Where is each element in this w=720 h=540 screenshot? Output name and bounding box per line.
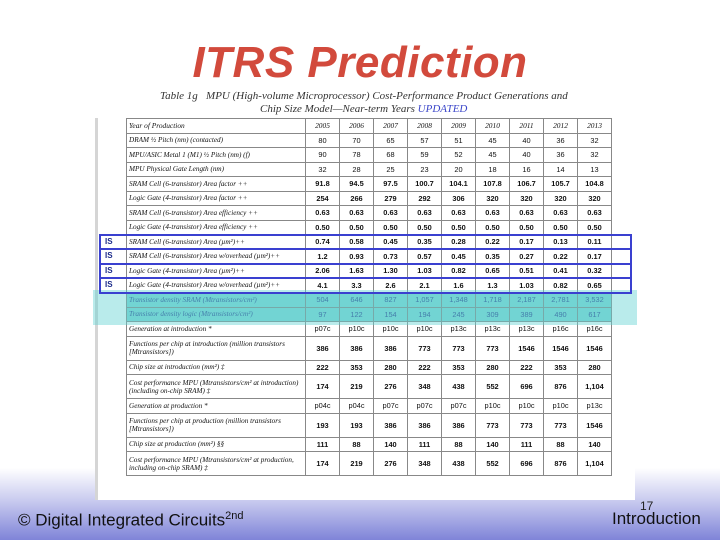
slide-title: ITRS Prediction	[192, 38, 528, 87]
row-value-cell: 1.03	[510, 278, 544, 293]
table-header-row	[127, 119, 612, 134]
row-label-cell: SRAM Cell (6-transistor) Area w/overhead (µm²)++	[127, 249, 306, 264]
row-value-cell: 52	[442, 148, 476, 163]
row-value-cell: 0.93	[340, 249, 374, 264]
row-value-cell: 0.50	[476, 220, 510, 235]
header-year-cell: 2006	[340, 119, 374, 134]
row-value-cell: 0.22	[476, 235, 510, 250]
row-value-cell: 254	[306, 191, 340, 206]
row-value-cell: 45	[476, 133, 510, 148]
row-value-cell: 222	[510, 360, 544, 375]
row-value-cell: 111	[510, 437, 544, 452]
row-value-cell: 0.63	[510, 206, 544, 221]
row-value-cell: 57	[408, 133, 442, 148]
row-value-cell: 32	[578, 148, 612, 163]
row-value-cell: 0.73	[374, 249, 408, 264]
table-row	[127, 278, 612, 293]
row-value-cell: 386	[374, 336, 408, 360]
table-row	[127, 235, 612, 250]
row-value-cell: 14	[544, 162, 578, 177]
row-value-cell: 320	[476, 191, 510, 206]
table-row	[127, 375, 612, 399]
row-value-cell: p07c	[374, 399, 408, 414]
row-value-cell: p10c	[340, 322, 374, 337]
row-value-cell: 0.82	[442, 264, 476, 279]
row-value-cell: 1546	[578, 413, 612, 437]
row-value-cell: 320	[544, 191, 578, 206]
row-value-cell: 40	[510, 133, 544, 148]
row-value-cell: 0.65	[476, 264, 510, 279]
row-value-cell: 0.63	[340, 206, 374, 221]
row-value-cell: 1546	[510, 336, 544, 360]
row-value-cell: 0.63	[544, 206, 578, 221]
row-value-cell: 0.28	[442, 235, 476, 250]
table-row	[127, 191, 612, 206]
row-value-cell: 0.65	[578, 278, 612, 293]
row-label-cell: MPU/ASIC Metal 1 (M1) ½ Pitch (nm) (f)	[127, 148, 306, 163]
row-value-cell: 552	[476, 375, 510, 399]
row-label-cell: Generation at introduction *	[127, 322, 306, 337]
row-label-cell: Cost performance MPU (Mtransistors/cm² at production, including on-chip SRAM) ‡	[127, 452, 306, 476]
row-value-cell: 0.63	[476, 206, 510, 221]
row-value-cell: 122	[340, 307, 374, 322]
row-value-cell: 2.1	[408, 278, 442, 293]
row-value-cell: 696	[510, 375, 544, 399]
row-value-cell: 88	[544, 437, 578, 452]
table-row	[127, 452, 612, 476]
row-value-cell: 389	[510, 307, 544, 322]
row-value-cell: 0.50	[442, 220, 476, 235]
row-value-cell: 140	[374, 437, 408, 452]
row-label-cell: Cost performance MPU (Mtransistors/cm² at introduction) (including on-chip SRAM) ‡	[127, 375, 306, 399]
row-value-cell: 32	[306, 162, 340, 177]
row-value-cell: 222	[306, 360, 340, 375]
row-value-cell: 0.11	[578, 235, 612, 250]
row-value-cell: 219	[340, 452, 374, 476]
row-value-cell: 40	[510, 148, 544, 163]
row-value-cell: 696	[510, 452, 544, 476]
row-label-cell: Chip size at production (mm²) §§	[127, 437, 306, 452]
row-value-cell: 280	[374, 360, 408, 375]
row-value-cell: 0.50	[340, 220, 374, 235]
table-row	[127, 336, 612, 360]
row-label-cell: Logic Gate (4-transistor) Area w/overhead (µm²)++	[127, 278, 306, 293]
row-label-cell: SRAM Cell (6-transistor) Area (µm²)++	[127, 235, 306, 250]
row-value-cell: 36	[544, 133, 578, 148]
row-label-cell: SRAM Cell (6-transistor) Area efficiency ++	[127, 206, 306, 221]
row-value-cell: 490	[544, 307, 578, 322]
table-row	[127, 360, 612, 375]
row-value-cell: 0.35	[408, 235, 442, 250]
itrs-table	[126, 118, 612, 476]
is-tag: IS	[105, 280, 113, 289]
row-label-cell: Chip size at introduction (mm²) ‡	[127, 360, 306, 375]
row-value-cell: 1,718	[476, 293, 510, 308]
row-value-cell: 292	[408, 191, 442, 206]
row-label-cell: Generation at production *	[127, 399, 306, 414]
row-value-cell: 0.50	[306, 220, 340, 235]
row-value-cell: 97.5	[374, 177, 408, 192]
row-value-cell: 386	[442, 413, 476, 437]
table-row	[127, 133, 612, 148]
row-value-cell: 0.35	[476, 249, 510, 264]
header-year-cell: 2013	[578, 119, 612, 134]
row-value-cell: 68	[374, 148, 408, 163]
table-row	[127, 413, 612, 437]
row-value-cell: 1.3	[476, 278, 510, 293]
row-value-cell: 0.50	[408, 220, 442, 235]
row-value-cell: p16c	[544, 322, 578, 337]
row-value-cell: 0.82	[544, 278, 578, 293]
row-value-cell: 3,532	[578, 293, 612, 308]
row-value-cell: 0.50	[374, 220, 408, 235]
row-value-cell: 386	[340, 336, 374, 360]
row-value-cell: 154	[374, 307, 408, 322]
row-label-cell: Transistor density logic (Mtransistors/cm²)	[127, 307, 306, 322]
row-value-cell: 1,348	[442, 293, 476, 308]
caption-line1: MPU (High-volume Microprocessor) Cost-Performance Product Generations and	[206, 90, 568, 102]
row-value-cell: 0.45	[442, 249, 476, 264]
page-number: 17	[640, 499, 654, 513]
row-value-cell: 59	[408, 148, 442, 163]
row-label-cell: SRAM Cell (6-transistor) Area factor ++	[127, 177, 306, 192]
itrs-table-container	[95, 118, 635, 500]
row-value-cell: 0.63	[578, 206, 612, 221]
row-value-cell: p16c	[578, 322, 612, 337]
row-value-cell: 276	[374, 375, 408, 399]
table-row	[127, 177, 612, 192]
row-value-cell: 280	[578, 360, 612, 375]
table-row	[127, 399, 612, 414]
row-value-cell: 0.63	[442, 206, 476, 221]
row-value-cell: 0.27	[510, 249, 544, 264]
row-value-cell: 1546	[544, 336, 578, 360]
row-value-cell: 646	[340, 293, 374, 308]
row-value-cell: p13c	[510, 322, 544, 337]
row-value-cell: 174	[306, 375, 340, 399]
row-value-cell: 2,781	[544, 293, 578, 308]
header-year-cell: 2007	[374, 119, 408, 134]
table-row	[127, 249, 612, 264]
row-label-cell: Functions per chip at production (million transistors [Mtransistors])	[127, 413, 306, 437]
row-value-cell: 320	[510, 191, 544, 206]
row-value-cell: 36	[544, 148, 578, 163]
header-year-cell: 2005	[306, 119, 340, 134]
row-value-cell: 111	[408, 437, 442, 452]
row-value-cell: 28	[340, 162, 374, 177]
row-value-cell: p04c	[340, 399, 374, 414]
row-value-cell: 438	[442, 375, 476, 399]
row-value-cell: 1,104	[578, 452, 612, 476]
row-value-cell: 280	[476, 360, 510, 375]
caption-line2: Chip Size Model—Near-term Years	[260, 103, 415, 115]
is-tag: IS	[105, 251, 113, 260]
row-value-cell: 193	[340, 413, 374, 437]
row-value-cell: 0.32	[578, 264, 612, 279]
row-value-cell: 25	[374, 162, 408, 177]
row-value-cell: 348	[408, 375, 442, 399]
row-label-cell: MPU Physical Gate Length (nm)	[127, 162, 306, 177]
table-row	[127, 437, 612, 452]
header-year-cell: 2008	[408, 119, 442, 134]
footer-course-title	[18, 510, 244, 531]
row-value-cell: p10c	[544, 399, 578, 414]
header-year-cell: 2009	[442, 119, 476, 134]
row-value-cell: 70	[340, 133, 374, 148]
row-value-cell: 353	[544, 360, 578, 375]
row-value-cell: p07c	[306, 322, 340, 337]
row-label-cell: Logic Gate (4-transistor) Area (µm²)++	[127, 264, 306, 279]
row-value-cell: 309	[476, 307, 510, 322]
row-value-cell: 16	[510, 162, 544, 177]
row-value-cell: 23	[408, 162, 442, 177]
row-value-cell: 353	[340, 360, 374, 375]
row-value-cell: p10c	[476, 399, 510, 414]
row-value-cell: 827	[374, 293, 408, 308]
row-value-cell: p10c	[374, 322, 408, 337]
caption-label: Table 1g	[160, 90, 198, 102]
header-year-cell: 2012	[544, 119, 578, 134]
row-value-cell: 1.2	[306, 249, 340, 264]
row-value-cell: 2,187	[510, 293, 544, 308]
row-value-cell: 306	[442, 191, 476, 206]
row-value-cell: 0.41	[544, 264, 578, 279]
row-value-cell: 100.7	[408, 177, 442, 192]
row-value-cell: 0.13	[544, 235, 578, 250]
row-value-cell: 65	[374, 133, 408, 148]
is-tag: IS	[105, 265, 113, 275]
row-value-cell: 876	[544, 452, 578, 476]
row-value-cell: 194	[408, 307, 442, 322]
row-value-cell: 1,057	[408, 293, 442, 308]
row-value-cell: 276	[374, 452, 408, 476]
row-value-cell: 20	[442, 162, 476, 177]
row-value-cell: p13c	[442, 322, 476, 337]
header-label-cell: Year of Production	[127, 119, 306, 134]
row-value-cell: 1.30	[374, 264, 408, 279]
table-row	[127, 206, 612, 221]
header-year-cell: 2011	[510, 119, 544, 134]
row-value-cell: 0.22	[544, 249, 578, 264]
row-value-cell: 91.8	[306, 177, 340, 192]
row-value-cell: 111	[306, 437, 340, 452]
row-label-cell: DRAM ½ Pitch (nm) (contacted)	[127, 133, 306, 148]
row-value-cell: 1.03	[408, 264, 442, 279]
row-value-cell: 2.06	[306, 264, 340, 279]
header-year-cell: 2010	[476, 119, 510, 134]
row-value-cell: 1546	[578, 336, 612, 360]
footer-edition: 2nd	[225, 510, 244, 522]
row-value-cell: 90	[306, 148, 340, 163]
row-value-cell: 45	[476, 148, 510, 163]
row-value-cell: 140	[476, 437, 510, 452]
row-value-cell: 4.1	[306, 278, 340, 293]
row-value-cell: 78	[340, 148, 374, 163]
row-value-cell: 279	[374, 191, 408, 206]
row-value-cell: p13c	[578, 399, 612, 414]
row-value-cell: p07c	[408, 399, 442, 414]
row-value-cell: 773	[442, 336, 476, 360]
row-value-cell: 386	[374, 413, 408, 437]
row-value-cell: 0.51	[510, 264, 544, 279]
table-caption	[160, 90, 630, 116]
row-value-cell: 51	[442, 133, 476, 148]
row-value-cell: 105.7	[544, 177, 578, 192]
table-row	[127, 220, 612, 235]
is-tag: IS	[105, 236, 113, 246]
row-value-cell: 2.6	[374, 278, 408, 293]
row-value-cell: 1.63	[340, 264, 374, 279]
row-label-cell: Logic Gate (4-transistor) Area factor ++	[127, 191, 306, 206]
row-value-cell: 617	[578, 307, 612, 322]
row-value-cell: 773	[544, 413, 578, 437]
row-value-cell: 222	[408, 360, 442, 375]
row-value-cell: p07c	[442, 399, 476, 414]
table-row	[127, 322, 612, 337]
row-value-cell: 97	[306, 307, 340, 322]
table-row	[127, 293, 612, 308]
row-value-cell: 140	[578, 437, 612, 452]
row-value-cell: 0.50	[544, 220, 578, 235]
row-value-cell: 773	[476, 336, 510, 360]
row-label-cell: Functions per chip at introduction (million transistors [Mtransistors])	[127, 336, 306, 360]
row-value-cell: 32	[578, 133, 612, 148]
row-value-cell: 0.63	[306, 206, 340, 221]
row-value-cell: 80	[306, 133, 340, 148]
footer-section: Introduction	[612, 509, 701, 528]
row-value-cell: 0.45	[374, 235, 408, 250]
row-value-cell: 88	[442, 437, 476, 452]
row-value-cell: 0.63	[374, 206, 408, 221]
row-value-cell: 88	[340, 437, 374, 452]
row-value-cell: p13c	[476, 322, 510, 337]
table-row	[127, 162, 612, 177]
row-value-cell: 0.17	[578, 249, 612, 264]
row-value-cell: 1.6	[442, 278, 476, 293]
row-label-cell: Transistor density SRAM (Mtransistors/cm²)	[127, 293, 306, 308]
row-value-cell: 438	[442, 452, 476, 476]
footer-course-text: © Digital Integrated Circuits	[18, 510, 226, 530]
row-value-cell: 104.1	[442, 177, 476, 192]
row-value-cell: 353	[442, 360, 476, 375]
row-value-cell: 107.8	[476, 177, 510, 192]
row-value-cell: 94.5	[340, 177, 374, 192]
row-value-cell: 386	[306, 336, 340, 360]
row-value-cell: p10c	[510, 399, 544, 414]
row-value-cell: 773	[510, 413, 544, 437]
row-value-cell: 348	[408, 452, 442, 476]
row-value-cell: 773	[408, 336, 442, 360]
row-value-cell: 876	[544, 375, 578, 399]
caption-updated: UPDATED	[417, 103, 468, 115]
row-value-cell: 0.50	[510, 220, 544, 235]
row-value-cell: 13	[578, 162, 612, 177]
row-value-cell: p04c	[306, 399, 340, 414]
row-value-cell: 0.57	[408, 249, 442, 264]
row-value-cell: 386	[408, 413, 442, 437]
row-value-cell: 0.58	[340, 235, 374, 250]
row-value-cell: 104.8	[578, 177, 612, 192]
row-value-cell: 0.63	[408, 206, 442, 221]
row-value-cell: 266	[340, 191, 374, 206]
table-row	[127, 307, 612, 322]
row-value-cell: 773	[476, 413, 510, 437]
row-value-cell: 0.17	[510, 235, 544, 250]
row-value-cell: 18	[476, 162, 510, 177]
table-row	[127, 148, 612, 163]
row-value-cell: 320	[578, 191, 612, 206]
row-value-cell: 552	[476, 452, 510, 476]
row-value-cell: 174	[306, 452, 340, 476]
row-value-cell: 504	[306, 293, 340, 308]
row-label-cell: Logic Gate (4-transistor) Area efficiency ++	[127, 220, 306, 235]
row-value-cell: 245	[442, 307, 476, 322]
table-row	[127, 264, 612, 279]
row-value-cell: 219	[340, 375, 374, 399]
row-value-cell: 3.3	[340, 278, 374, 293]
row-value-cell: 0.50	[578, 220, 612, 235]
row-value-cell: 106.7	[510, 177, 544, 192]
row-value-cell: 193	[306, 413, 340, 437]
row-value-cell: p10c	[408, 322, 442, 337]
row-value-cell: 0.74	[306, 235, 340, 250]
row-value-cell: 1,104	[578, 375, 612, 399]
